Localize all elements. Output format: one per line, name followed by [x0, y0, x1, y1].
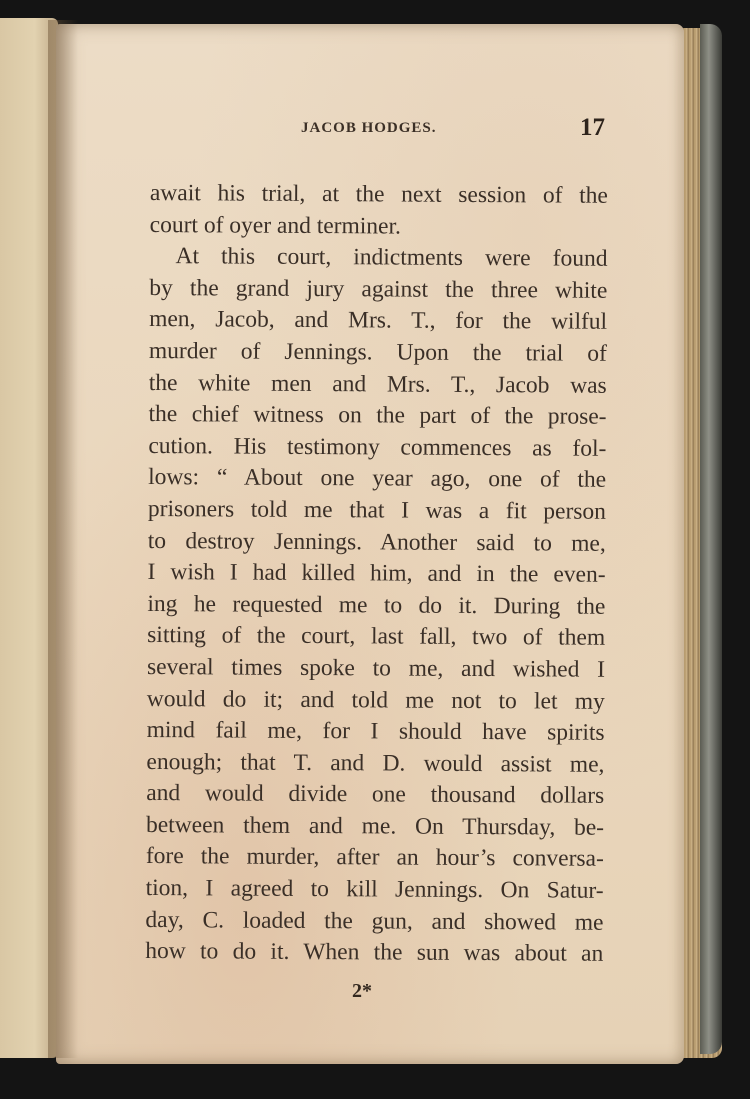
text-line: day, C. loaded the gun, and showed me [145, 906, 604, 936]
text-line: court of oyer and terminer. [149, 211, 402, 240]
text-line: enough; that T. and D. would assist me, [146, 748, 605, 778]
text-line: At this court, indictments were found [175, 243, 608, 272]
text-line: mind fail me, for I should have spirits [146, 717, 605, 746]
text-line: how to do it. When the sun was about an [145, 938, 604, 968]
text-line: ing he requested me to do it. During the [147, 590, 606, 620]
text-line: men, Jacob, and Mrs. T., for the wilful [149, 306, 608, 336]
text-line: await his trial, at the next session of the [149, 179, 608, 209]
book-cover-edge [700, 24, 722, 1054]
book-page [56, 24, 684, 1064]
text-line: I wish I had killed him, and in the even- [147, 559, 606, 588]
text-line: the white men and Mrs. T., Jacob was [148, 369, 607, 399]
text-line: several times spoke to me, and wished I [146, 653, 606, 683]
signature-mark: 2* [352, 980, 372, 1002]
running-title: JACOB HODGES. [301, 120, 437, 136]
body-text [145, 178, 608, 971]
page-header [56, 114, 684, 158]
text-line: to destroy Jennings. Another said to me, [147, 527, 606, 557]
text-line: and would divide one thousand dollars [146, 780, 605, 810]
text-line: murder of Jennings. Upon the trial of [148, 337, 608, 367]
page-gutter-shadow [48, 20, 78, 1058]
text-line: cution. His testimony commences as fol- [148, 432, 607, 462]
text-line: sitting of the court, last fall, two of them [147, 622, 606, 652]
page-number: 17 [580, 114, 605, 141]
text-line: tion, I agreed to kill Jennings. On Satur- [145, 875, 604, 904]
text-line: prisoners told me that I was a fit person [147, 495, 607, 525]
text-line: lows: “ About one year ago, one of the [148, 464, 607, 494]
text-line: would do it; and told me not to let my [146, 685, 605, 715]
text-line: the chief witness on the part of the prose- [148, 401, 607, 430]
text-line: between them and me. On Thursday, be- [145, 811, 605, 841]
text-line: fore the murder, after an hour’s conversa- [145, 843, 604, 873]
text-line: by the grand jury against the three white [149, 274, 608, 304]
